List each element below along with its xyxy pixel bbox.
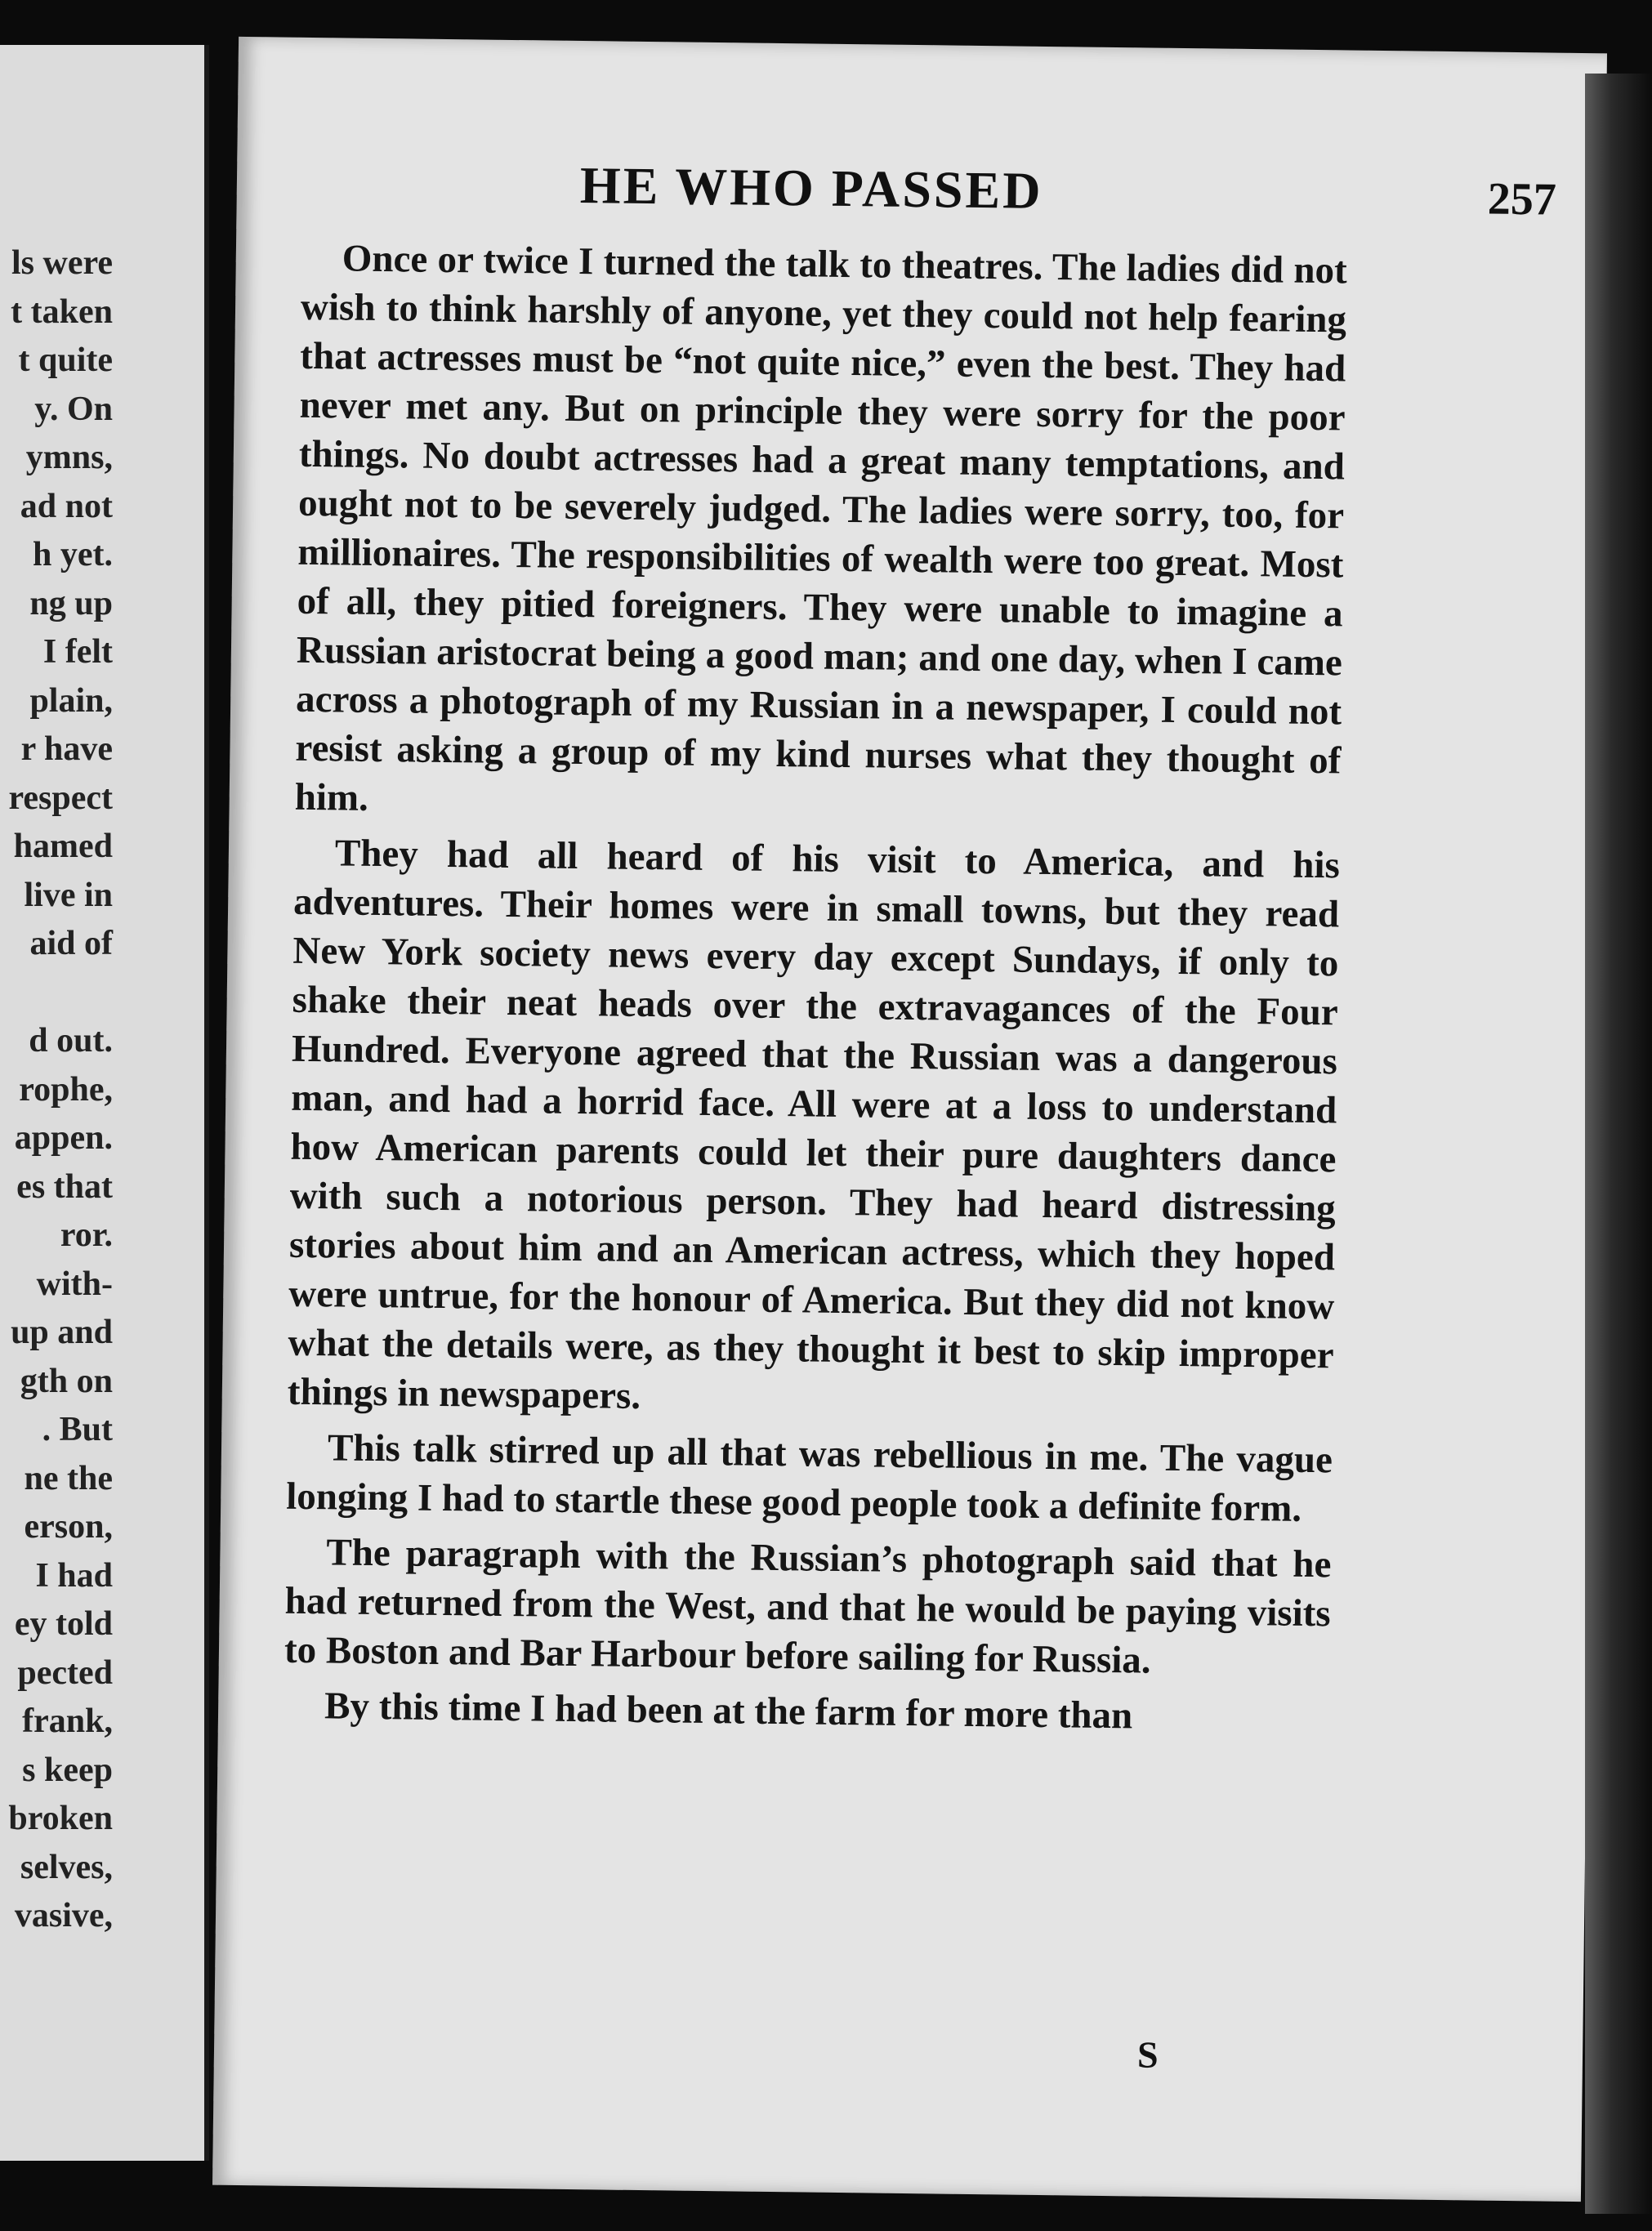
page-number: 257 [1487, 173, 1557, 225]
left-page-line: ymns, [25, 439, 113, 476]
left-page-line: ng up [29, 584, 113, 622]
left-page-line: gth on [20, 1362, 113, 1400]
left-facing-page [0, 45, 209, 2161]
left-page-line: selves, [20, 1848, 113, 1886]
left-page-line [0, 969, 113, 1018]
page-header [236, 151, 1605, 233]
left-page-line: s keep [22, 1751, 113, 1789]
left-page-line: ey told [14, 1605, 113, 1643]
left-page-line: rophe, [19, 1070, 113, 1109]
left-page-line: r have [20, 730, 113, 768]
running-title: HE WHO PASSED [579, 155, 1043, 220]
left-page-line: plain, [29, 681, 113, 720]
paragraph: Once or twice I turned the talk to theatres. The ladies did not wish to think harshly of anyone, yet they could not help fearing that actresses must be “not quite nice,” even the best. They had never met any. But on principle they were sorry for the poor things. No doubt actresses had a great many temptations, and ought not to be severely judged. The ladies were sorry, too, for millionaires. The responsibilities of wealth were too great. Most of all, they pitied foreigners. They were unable to imagine a Russian aristocrat being a good man; and one day, when I came across a photograph of my Russian in a newspaper, I could not resist asking a group of my kind nurses what they thought of him. [294, 237, 1348, 819]
left-page-line: I felt [42, 633, 113, 671]
left-page-line: t taken [11, 292, 113, 331]
left-page-line: up and [11, 1314, 113, 1351]
paragraph: By this time I had been at the farm for more than [324, 1684, 1133, 1738]
left-page-line: aid of [29, 925, 113, 962]
left-page-line: respect [8, 779, 113, 817]
paragraph: The paragraph with the Russian’s photograph said that he had returned from the West, and that he would be paying visits to Boston and Bar Harbour before sailing for Russia. [284, 1531, 1332, 1682]
left-page-line: ls were [11, 244, 113, 282]
left-page-line: frank, [22, 1702, 113, 1740]
left-page-line: I had [35, 1556, 113, 1595]
left-page-line: ne the [24, 1459, 113, 1497]
left-page-line: ad not [20, 487, 113, 525]
left-page-line: y. On [34, 390, 113, 428]
left-page-line: live in [24, 876, 113, 914]
left-page-line: h yet. [33, 536, 113, 573]
left-page-line: es that [16, 1167, 113, 1206]
body-text [284, 234, 1347, 1750]
left-page-line: t quite [18, 341, 113, 379]
left-page-line: erson, [24, 1508, 113, 1546]
left-page-line: hamed [13, 828, 113, 865]
left-page-line: vasive, [14, 1897, 113, 1934]
left-page-line: appen. [14, 1119, 113, 1157]
left-page-line: broken [8, 1800, 113, 1837]
left-page-line: pected [17, 1653, 113, 1692]
paragraph: This talk stirred up all that was rebellious in me. The vague longing I had to startle these good people took a definite form. [285, 1426, 1333, 1530]
left-page-line: ror. [60, 1216, 113, 1254]
left-page-text [0, 239, 113, 1941]
paragraph: They had all heard of his visit to America, and his adventures. Their homes were in small towns, but they read New York society news every day except Sundays, if only to shake their neat heads over the extravagances of the Four Hundred. Everyone agreed that the Russian was a dangerous man, and had a horrid face. All were at a loss to understand how American parents could let their pure daughters dance with such a notorious person. They had heard distressing stories about him and an American actress, which they hoped were untrue, for the honour of America. But they did not know what the details were, as they thought it best to skip improper things in newspapers. [287, 832, 1341, 1417]
left-page-line: with- [36, 1265, 113, 1303]
page-edge-shadow [1585, 74, 1652, 2214]
signature-mark: S [1136, 2033, 1159, 2076]
left-page-line: d out. [29, 1022, 113, 1060]
left-page-line: . But [42, 1411, 113, 1448]
book-page [212, 37, 1607, 2202]
